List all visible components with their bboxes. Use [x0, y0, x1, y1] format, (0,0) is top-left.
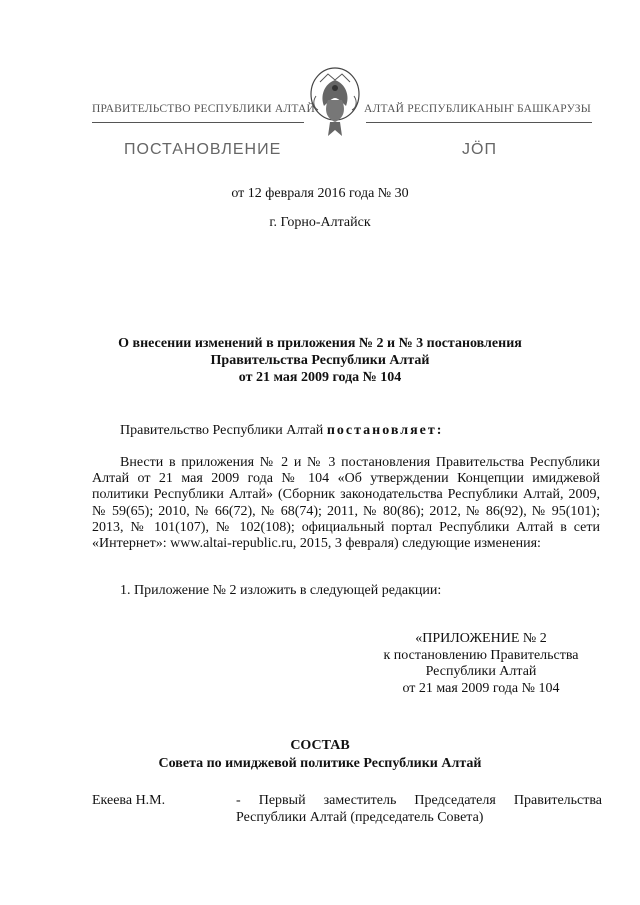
decree-word: постановляет: — [326, 423, 444, 438]
doc-type-label: ПОСТАНОВЛЕНИЕ — [124, 141, 282, 158]
decree-lead — [120, 423, 443, 439]
member-role: - Первый заместитель Председателя Правительства Республики Алтай (председатель Совета) — [236, 793, 602, 825]
appendix-line-2: к постановлению Правительства — [383, 647, 579, 663]
header-org-left: ПРАВИТЕЛЬСТВО РЕСПУБЛИКИ АЛТАЙ — [92, 103, 316, 115]
decree-item-1: 1. Приложение № 2 изложить в следующей редакции: — [120, 583, 442, 598]
appendix-line-4: от 21 мая 2009 года № 104 — [402, 680, 560, 696]
document-date: от 12 февраля 2016 года № 30 — [231, 186, 409, 201]
appendix-block — [355, 631, 607, 697]
doc-type-label-altai: JӦП — [462, 141, 497, 158]
appendix-line-1: «ПРИЛОЖЕНИЕ № 2 — [415, 631, 547, 646]
title-line-2: Правительства Республики Алтай — [210, 353, 430, 368]
header-divider-left — [92, 122, 304, 123]
appendix-line-3: Республики Алтай — [425, 664, 537, 679]
document-title — [0, 335, 640, 386]
member-name: Екеева Н.М. — [92, 793, 166, 808]
decree-prefix: Правительство Республики Алтай — [120, 423, 327, 438]
header-org-right: АЛТАЙ РЕСПУБЛИКАНЫҤ БАШКАРУЗЫ — [364, 103, 591, 115]
composition-subheading: Совета по имиджевой политике Республики Алтай — [158, 756, 482, 771]
decree-paragraph: Внести в приложения № 2 и № 3 постановления Правительства Республики Алтай от 21 мая 2009 года № 104 «Об утверждении Концепции имиджевой политики Республики Алтай» (Сборник законодательства Республики Алтай, 2009, № 59(65); 2010, № 66(72), № 68(74); 2011, № 80(86); 2012, № 86(92), № 95(101); 2013, № 101(107), № 102(108); официальный портал Республики Алтай в сети «Интернет»: www.altai-republic.ru, 2015, 3 февраля) следующие изменения: — [92, 455, 600, 552]
title-line-1: О внесении изменений в приложения № 2 и № 3 постановления — [118, 336, 522, 351]
composition-heading-block — [0, 737, 640, 773]
title-line-3: от 21 мая 2009 года № 104 — [238, 370, 402, 385]
composition-heading: СОСТАВ — [290, 738, 350, 753]
document-city: г. Горно-Алтайск — [269, 215, 371, 230]
header-divider-right — [366, 122, 592, 123]
